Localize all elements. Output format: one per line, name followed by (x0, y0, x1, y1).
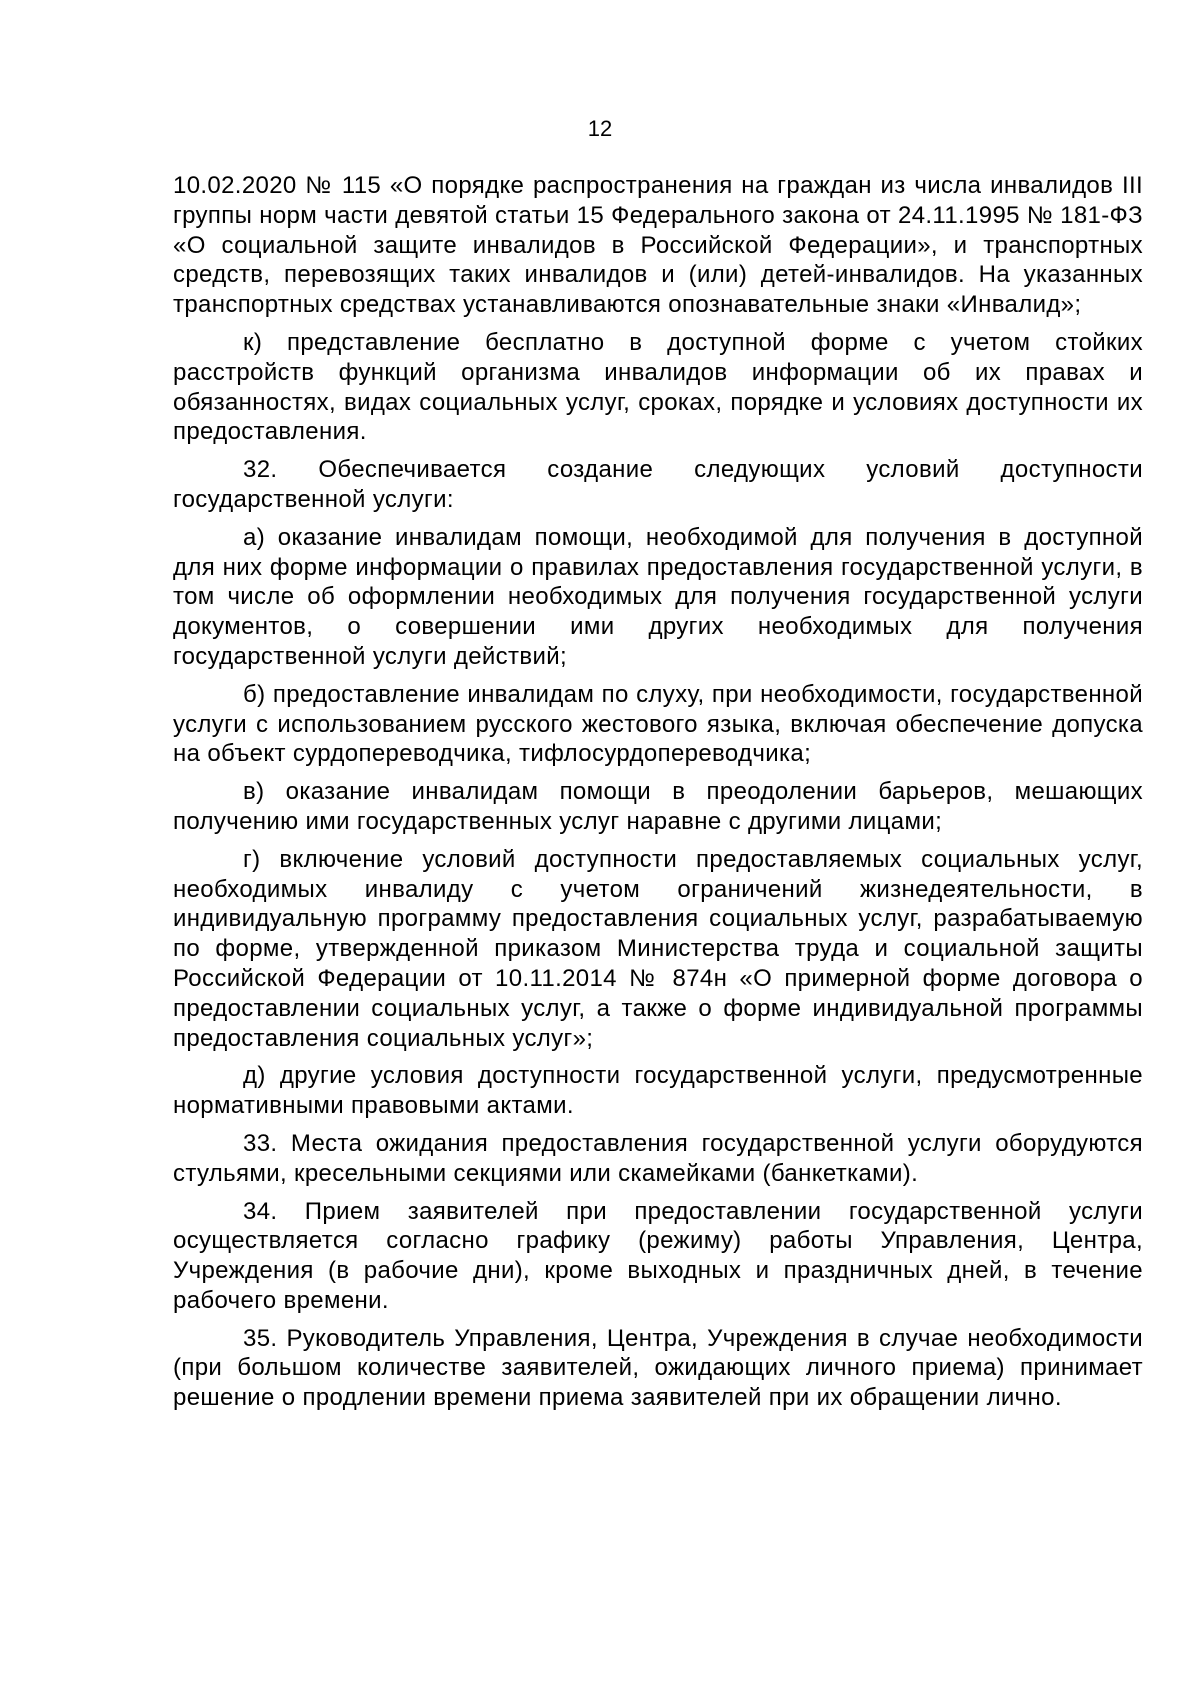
paragraph-item-b: б) предоставление инвалидам по слуху, при необходимости, государственной услуги с использованием русского жестового языка, включая обеспечение допуска на объект сурдопереводчика, тифлосурдопереводчика; (173, 680, 1143, 768)
paragraph-32: 32. Обеспечивается создание следующих условий доступности государственной услуги: (173, 456, 1143, 513)
paragraph-item-d: д) другие условия доступности государственной услуги, предусмотренные нормативными правовыми актами. (173, 1062, 1143, 1120)
paragraph-item-k: к) представление бесплатно в доступной форме с учетом стойких расстройств функций организма инвалидов информации об их правах и обязанностях, видах социальных услуг, сроках, порядке и условиях доступности их предоставления. (173, 328, 1143, 446)
paragraph-item-a: а) оказание инвалидам помощи, необходимой для получения в доступной для них форме информации о правилах предоставления государственной услуги, в том числе об оформлении необходимых для получения государственной услуги документов, о совершении ими других необходимых для получения государственной услуги действий; (173, 523, 1143, 670)
paragraph-item-v: в) оказание инвалидам помощи в преодолении барьеров, мешающих получению ими государственных услуг наравне с другими лицами; (173, 778, 1143, 835)
paragraph-33: 33. Места ожидания предоставления государственной услуги оборудуются стульями, кресельными секциями или скамейками (банкетками). (173, 1129, 1143, 1187)
paragraph-item-g: г) включение условий доступности предоставляемых социальных услуг, необходимых инвалиду с учетом ограничений жизнедеятельности, в индивидуальную программу предоставления социальных услуг, разрабатываемую по форме, утвержденной приказом Министерства труда и социальной защиты Российской Федерации от 10.11.2014 № 874н «О примерной форме договора о предоставлении социальных услуг, а также о форме индивидуальной программы предоставления социальных услуг»; (173, 845, 1143, 1052)
paragraph-34: 34. Прием заявителей при предоставлении государственной услуги осуществляется согласно графику (режиму) работы Управления, Центра, Учреждения (в рабочие дни), кроме выходных и праздничных дней, в течение рабочего времени. (173, 1197, 1143, 1314)
document-body (173, 171, 1143, 1421)
page-number: 12 (587, 116, 613, 141)
paragraph-35: 35. Руководитель Управления, Центра, Учреждения в случае необходимости (при большом количестве заявителей, ожидающих личного приема) принимает решение о продлении времени приема заявителей при их обращении лично. (173, 1324, 1143, 1412)
paragraph-continuation: 10.02.2020 № 115 «О порядке распространения на граждан из числа инвалидов III группы норм части девятой статьи 15 Федерального закона от 24.11.1995 № 181-ФЗ «О социальной защите инвалидов в Российской Федерации», и транспортных средств, перевозящих таких инвалидов и (или) детей-инвалидов. На указанных транспортных средствах устанавливаются опознавательные знаки «Инвалид»; (173, 172, 1143, 319)
